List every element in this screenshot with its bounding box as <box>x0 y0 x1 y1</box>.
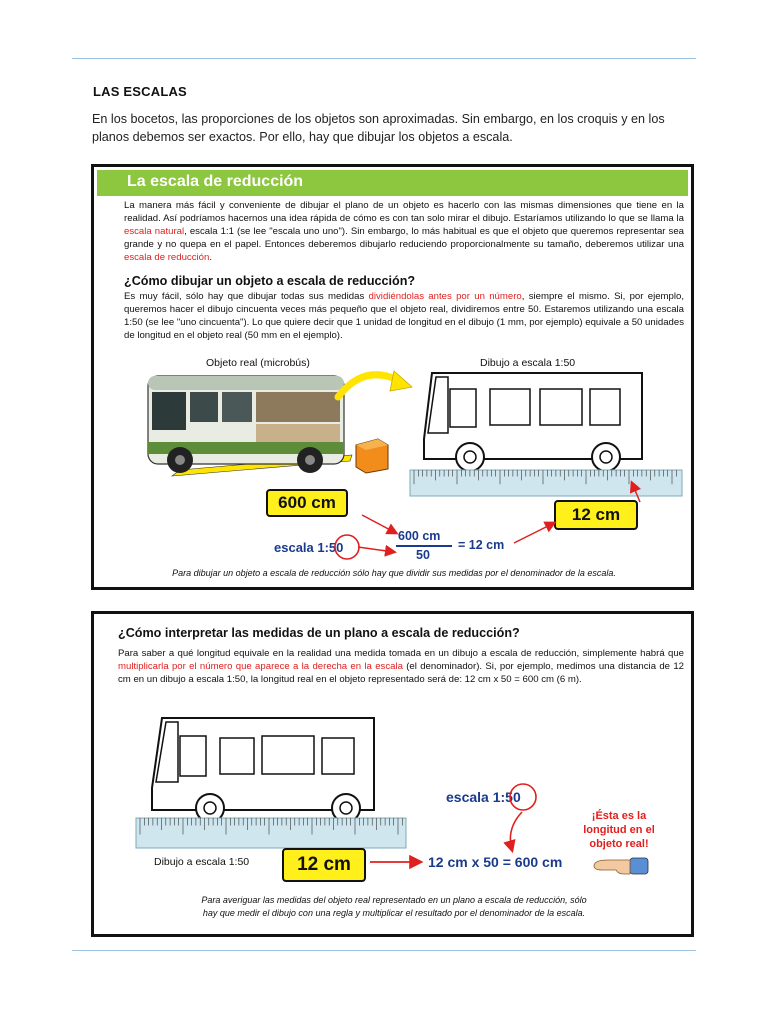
arrows-panel2 <box>94 614 694 934</box>
text-segment: , siempre el mismo. Si, por ejemplo, queremos hacer el dibujo cincuenta veces más pequeño que el objeto real, dividiremos entre 50. Estaremos utilizando una escala 1:50 (se lee "uno cincuenta"). Lo que quiere decir que 1 unidad de longitud en el dibujo (1 mm, por ejemplo) equivale a 50 unidades de longitud en el objeto real (50 mm en el ejemplo). <box>124 291 684 341</box>
note-line: objeto real! <box>589 838 649 850</box>
text-segment: . <box>209 252 213 263</box>
text-segment: La manera más fácil y conveniente de dibujar el plano de un objeto es hacerlo con las mismas dimensiones que tiene en la realidad. Así podríamos hacernos una idea rápida de cómo es con tan solo mirar el dibujo. Estaríamos utilizando lo que se llama la <box>124 200 684 224</box>
drawing-label: Dibujo a escala 1:50 <box>480 357 576 369</box>
fraction-result: = 12 cm <box>458 538 505 552</box>
bottom-rule <box>72 950 696 951</box>
arrows-panel1 <box>94 167 694 587</box>
highlight-text: dividiéndolas antes por un número <box>368 291 522 302</box>
top-rule <box>72 58 696 59</box>
panel1-subheading: ¿Cómo dibujar un objeto a escala de reducción? <box>124 274 416 288</box>
real-measure-box: 600 cm <box>266 489 348 517</box>
panel2-caption <box>114 894 674 920</box>
caption-line: hay que medir el dibujo con una regla y multiplicar el resultado por el denominador de la escala. <box>202 908 586 918</box>
highlight-text: escala de reducción <box>124 252 210 263</box>
highlight-text: multiplicarla por el número que aparece a la derecha en la escala <box>118 661 403 672</box>
text-segment: Es muy fácil, sólo hay que dibujar todas sus medidas <box>124 291 369 302</box>
interpret-scale-panel <box>91 611 694 937</box>
text-segment: , escala 1:1 (se lee "escala uno uno"). Sin embargo, lo más habitual es que el objeto que queremos representar sea grande y no quepa en el papel. Entonces deberemos dibujarlo reduciendo proporcionalmente su tamaño, deberemos utilizar una <box>124 226 685 250</box>
note-line: ¡Ésta es la <box>591 810 647 822</box>
intro-paragraph: En los bocetos, las proporciones de los objetos son aproximadas. Sin embargo, en los croquis y en los planos debemos ser exactos. Por ello, hay que dibujar los objetos a escala. <box>92 112 665 144</box>
drawing-measure-box: 12 cm <box>554 500 638 530</box>
panel1-caption: Para dibujar un objeto a escala de reducción sólo hay que dividir sus medidas por el denominador de la escala. <box>172 568 616 578</box>
panel2-subheading: ¿Cómo interpretar las medidas de un plano a escala de reducción? <box>118 626 520 640</box>
note-line: longitud en el <box>583 824 655 836</box>
real-object-label: Objeto real (microbús) <box>206 357 310 369</box>
real-length-note <box>564 809 674 851</box>
scale-label: escala 1:50 <box>446 789 521 805</box>
page-title: LAS ESCALAS <box>93 84 187 99</box>
text-segment: Para saber a qué longitud equivale en la realidad una medida tomada en un dibujo a escala de reducción, simplemente habrá que <box>118 648 684 659</box>
fraction-numerator: 600 cm <box>398 529 441 543</box>
scale-label: escala 1:50 <box>274 540 344 555</box>
measure-box: 12 cm <box>282 848 366 882</box>
pointing-hand-icon <box>590 854 650 878</box>
caption-line: Para averiguar las medidas del objeto real representado en un plano a escala de reducción, sólo <box>201 895 587 905</box>
reduction-scale-panel <box>91 164 694 590</box>
fraction-denominator: 50 <box>416 548 430 562</box>
drawing-label: Dibujo a escala 1:50 <box>154 856 250 868</box>
highlight-text: escala natural <box>124 226 185 237</box>
panel-header-title: La escala de reducción <box>127 173 304 190</box>
formula: 12 cm x 50 = 600 cm <box>428 854 563 870</box>
text-segment: (el denominador). Si, por ejemplo, medimos una distancia de 12 cm en un dibujo a escala 1:50, la longitud real en el objeto representado será de: 12 cm x 50 = 600 cm (6 m). <box>118 661 684 685</box>
